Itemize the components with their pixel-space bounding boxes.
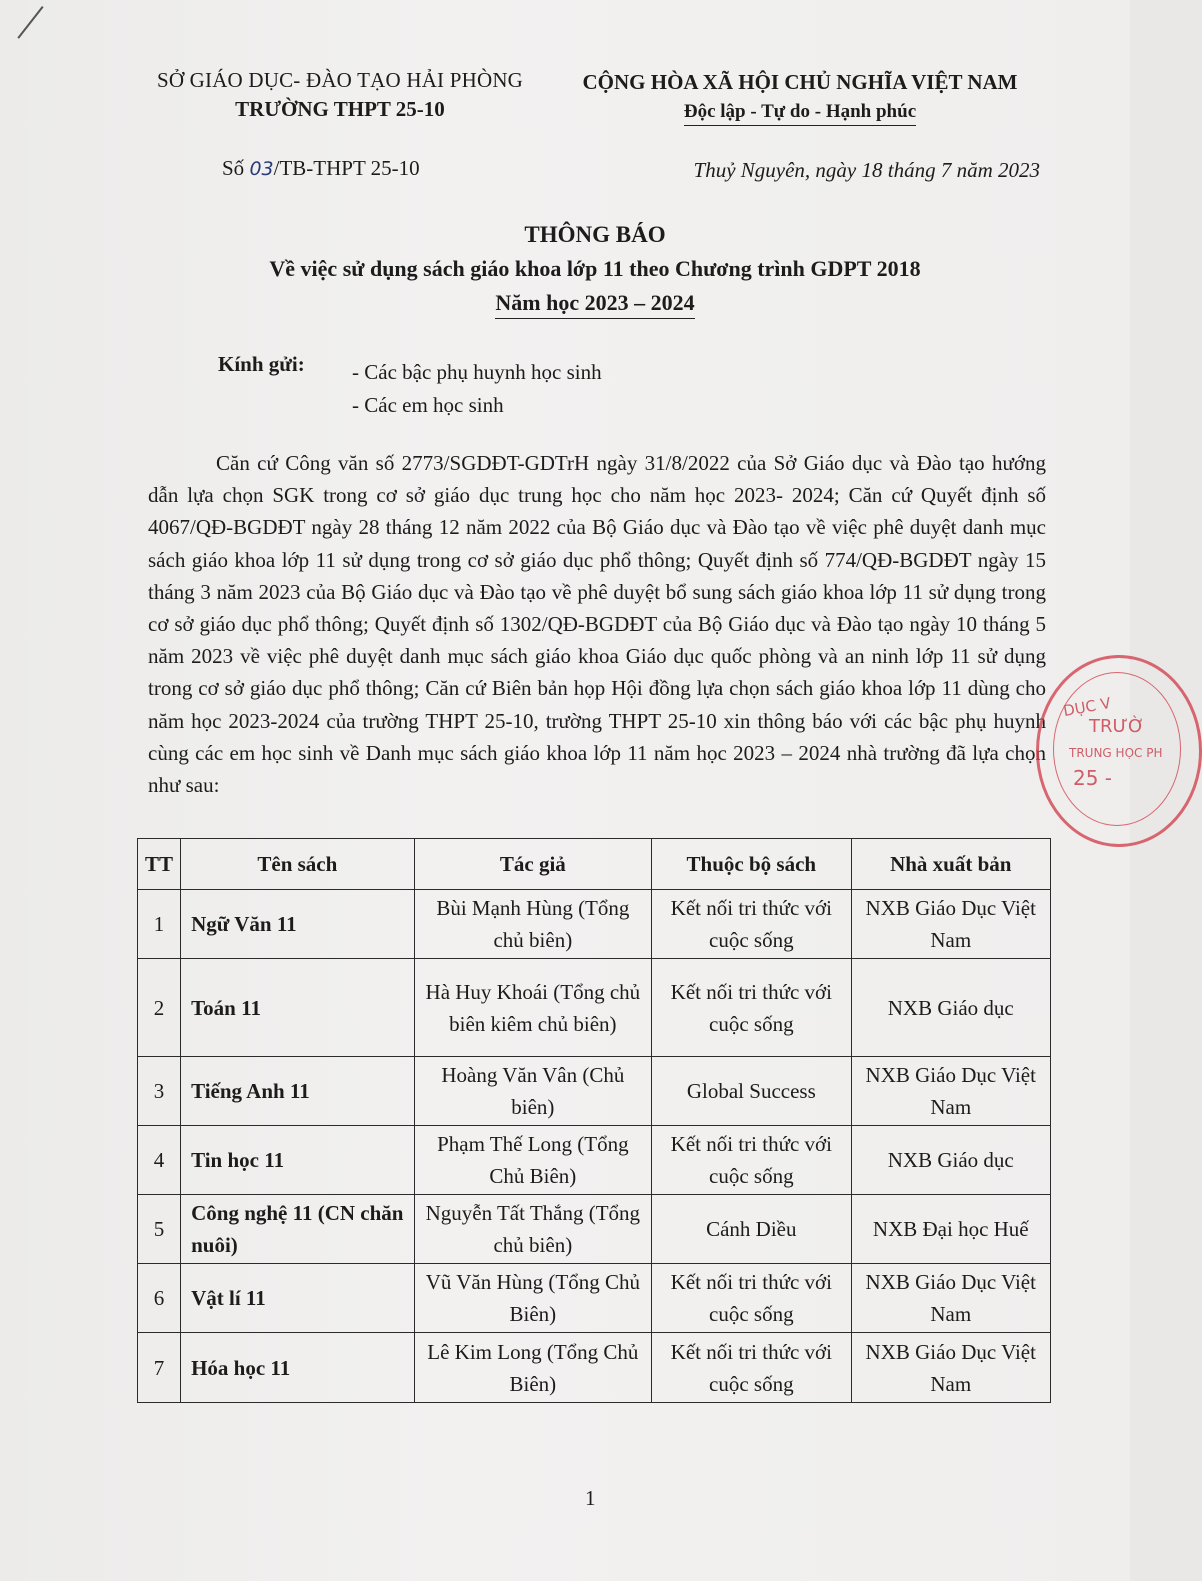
table-row — [138, 959, 1051, 1057]
handwritten-number: 03 — [249, 158, 274, 180]
textbook-table — [137, 838, 1051, 1403]
book-author: Vũ Văn Hùng (Tổng Chủ Biên) — [414, 1264, 652, 1333]
book-publisher: NXB Giáo dục — [851, 1126, 1050, 1195]
book-author: Phạm Thế Long (Tổng Chủ Biên) — [414, 1126, 652, 1195]
book-publisher: NXB Giáo dục — [851, 959, 1050, 1057]
place-date: Thuỷ Nguyên, ngày 18 tháng 7 năm 2023 — [693, 158, 1040, 182]
row-number: 6 — [138, 1264, 181, 1333]
recipients-label: Kính gửi: — [218, 352, 305, 376]
book-series: Kết nối tri thức với cuộc sống — [652, 890, 851, 959]
book-author: Bùi Mạnh Hùng (Tổng chủ biên) — [414, 890, 652, 959]
row-number: 3 — [138, 1057, 181, 1126]
recipients-list — [352, 356, 602, 422]
republic-name: CỘNG HÒA XÃ HỘI CHỦ NGHĨA VIỆT NAM — [582, 70, 1018, 94]
book-series: Cánh Diều — [652, 1195, 851, 1264]
table-row — [138, 1195, 1051, 1264]
school-seal: DỤC V TRƯỜ TRUNG HỌC PH 25 - — [1036, 655, 1202, 847]
book-name: Toán 11 — [181, 959, 415, 1057]
table-row — [138, 1057, 1051, 1126]
department-name: SỞ GIÁO DỤC- ĐÀO TẠO HẢI PHÒNG — [156, 68, 524, 92]
issuer-block — [140, 68, 540, 122]
table-row — [138, 1264, 1051, 1333]
column-header: Thuộc bộ sách — [652, 839, 851, 890]
book-series: Kết nối tri thức với cuộc sống — [652, 1333, 851, 1403]
recipient-item: - Các bậc phụ huynh học sinh — [352, 360, 602, 384]
book-author: Hoàng Văn Vân (Chủ biên) — [414, 1057, 652, 1126]
recipient-item: - Các em học sinh — [352, 393, 504, 417]
book-author: Hà Huy Khoái (Tổng chủ biên kiêm chủ biên) — [414, 959, 652, 1057]
book-publisher: NXB Giáo Dục Việt Nam — [851, 890, 1050, 959]
school-name: TRƯỜNG THPT 25-10 — [235, 97, 445, 121]
book-name: Hóa học 11 — [181, 1333, 415, 1403]
national-motto: Độc lập - Tự do - Hạnh phúc — [684, 101, 916, 126]
book-author: Lê Kim Long (Tổng Chủ Biên) — [414, 1333, 652, 1403]
row-number: 1 — [138, 890, 181, 959]
pen-mark — [17, 6, 43, 39]
column-header: Tên sách — [181, 839, 415, 890]
row-number: 7 — [138, 1333, 181, 1403]
book-name: Vật lí 11 — [181, 1264, 415, 1333]
book-series: Kết nối tri thức với cuộc sống — [652, 959, 851, 1057]
book-author: Nguyễn Tất Thắng (Tổng chủ biên) — [414, 1195, 652, 1264]
row-number: 4 — [138, 1126, 181, 1195]
book-series: Global Success — [652, 1057, 851, 1126]
column-header: Nhà xuất bản — [851, 839, 1050, 890]
book-series: Kết nối tri thức với cuộc sống — [652, 1264, 851, 1333]
table-header-row — [138, 839, 1051, 890]
book-publisher: NXB Đại học Huế — [851, 1195, 1050, 1264]
book-name: Công nghệ 11 (CN chăn nuôi) — [181, 1195, 415, 1264]
column-header: Tác giả — [414, 839, 652, 890]
book-publisher: NXB Giáo Dục Việt Nam — [851, 1333, 1050, 1403]
page-number: 1 — [585, 1486, 596, 1510]
national-heading — [560, 70, 1040, 126]
body-paragraph: Căn cứ Công văn số 2773/SGDĐT-GDTrH ngày 31/8/2022 của Sở Giáo dục và Đào tạo hướng dẫn lựa chọn SGK trong cơ sở giáo dục trung học cho năm học 2023- 2024; Căn cứ Quyết định số 4067/QĐ-BGDĐT ngày 28 tháng 12 năm 2022 của Bộ Giáo dục và Đào tạo về việc phê duyệt danh mục sách giáo khoa lớp 11 sử dụng trong cơ sở giáo dục phổ thông; Quyết định số 774/QĐ-BGDĐT ngày 15 tháng 3 năm 2023 của Bộ Giáo dục và Đào tạo về phê duyệt bổ sung sách giáo khoa lớp 11 sử dụng trong cơ sở giáo dục phổ thông; Quyết định số 1302/QĐ-BGDĐT của Bộ Giáo dục và Đào tạo ngày 10 tháng 5 năm 2023 về việc phê duyệt danh mục sách giáo khoa Giáo dục quốc phòng và an ninh lớp 11 sử dụng trong cơ sở giáo dục phổ thông; Căn cứ Biên bản họp Hội đồng lựa chọn sách giáo khoa lớp 11 dùng cho năm học 2023-2024 của trường THPT 25-10, trường THPT 25-10 xin thông báo với các bậc phụ huynh cùng các em học sinh về Danh mục sách giáo khoa lớp 11 năm học 2023 – 2024 nhà trường đã lựa chọn như sau: — [148, 451, 1046, 798]
row-number: 2 — [138, 959, 181, 1057]
book-series: Kết nối tri thức với cuộc sống — [652, 1126, 851, 1195]
document-number: Số 03/TB-THPT 25-10 — [222, 156, 420, 180]
book-name: Tin học 11 — [181, 1126, 415, 1195]
row-number: 5 — [138, 1195, 181, 1264]
table-row — [138, 1126, 1051, 1195]
column-header: TT — [138, 839, 181, 890]
book-publisher: NXB Giáo Dục Việt Nam — [851, 1264, 1050, 1333]
document-subtitle: Về việc sử dụng sách giáo khoa lớp 11 theo Chương trình GDPT 2018 — [269, 256, 921, 281]
book-publisher: NXB Giáo Dục Việt Nam — [851, 1057, 1050, 1126]
book-name: Ngữ Văn 11 — [181, 890, 415, 959]
table-row — [138, 1333, 1051, 1403]
book-name: Tiếng Anh 11 — [181, 1057, 415, 1126]
title-block — [110, 222, 1080, 319]
table-row — [138, 890, 1051, 959]
school-year: Năm học 2023 – 2024 — [495, 290, 694, 319]
document-title: THÔNG BÁO — [524, 222, 666, 247]
